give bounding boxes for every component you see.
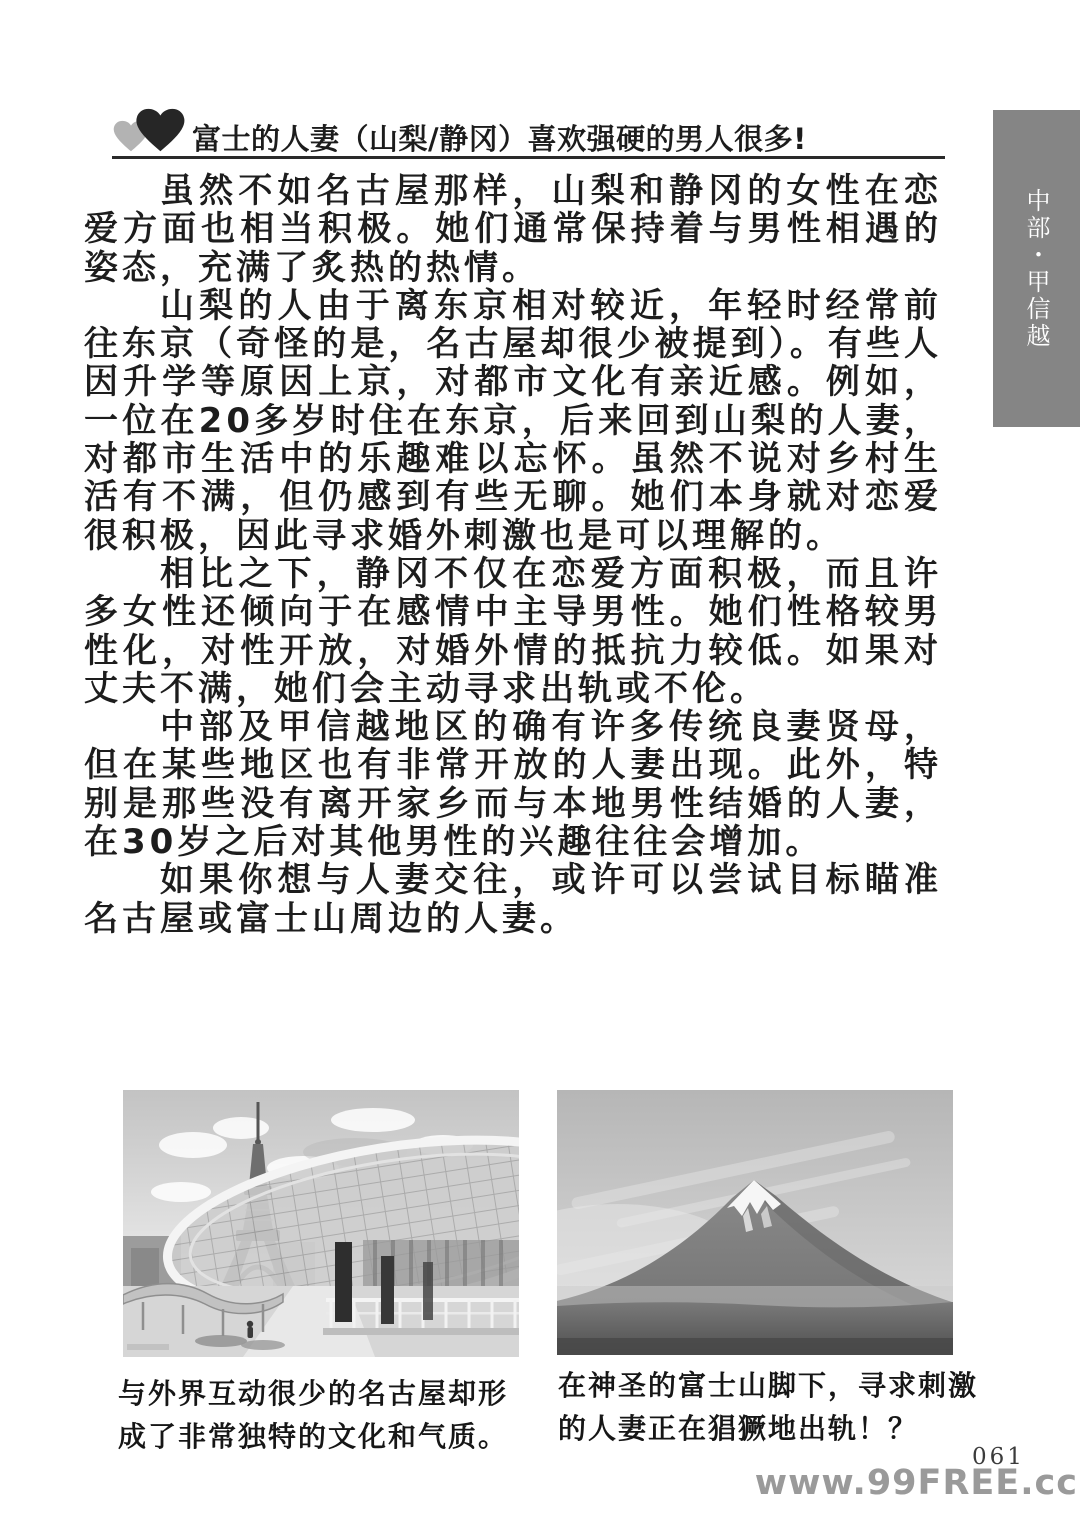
header-divider bbox=[112, 156, 945, 159]
photo-caption-fuji bbox=[558, 1364, 988, 1450]
paragraph: 山梨的人由于离东京相对较近，年轻时经常前往东京（奇怪的是，名古屋却很少被提到）。有些人因升学等原因上京，对都市文化有亲近感。例如，一位在20多岁时住在东京，后来回到山梨的人妻，对都市生活中的乐趣难以忘怀。虽然不说对乡村生活有不满，但仍感到有些无聊。她们本身就对恋爱很积极，因此寻求婚外刺激也是可以理解的。 bbox=[84, 285, 942, 556]
paragraph: 相比之下，静冈不仅在恋爱方面积极，而且许多女性还倾向于在感情中主导男性。她们性格较男性化，对性开放，对婚外情的抵抗力较低。如果对丈夫不满，她们会主动寻求出轨或不伦。 bbox=[84, 553, 942, 709]
caption-line: 成了非常独特的文化和气质。 bbox=[118, 1420, 509, 1453]
photo-nagoya-tv-tower-oasis21 bbox=[123, 1090, 519, 1357]
caption-line: 与外界互动很少的名古屋却形 bbox=[118, 1377, 509, 1410]
photo-caption-nagoya bbox=[118, 1372, 538, 1458]
double-heart-icon bbox=[110, 103, 192, 161]
paragraph: 如果你想与人妻交往，或许可以尝试目标瞄准名古屋或富士山周边的人妻。 bbox=[84, 860, 942, 939]
photo-mount-fuji bbox=[557, 1090, 953, 1355]
watermark-text: www.99FREE.cc bbox=[754, 1463, 1078, 1503]
caption-line: 在神圣的富士山脚下，寻求刺激 bbox=[558, 1369, 979, 1402]
page-title: 富士的人妻（山梨/静冈）喜欢强硬的男人很多! bbox=[192, 122, 807, 156]
article-body bbox=[84, 172, 942, 938]
page-number: 061 bbox=[972, 1444, 1025, 1470]
caption-line: 的人妻正在猖獗地出轨！？ bbox=[558, 1412, 919, 1445]
section-tab-label: 中部・甲信越 bbox=[1022, 187, 1050, 350]
pedestrian-silhouette bbox=[247, 1321, 253, 1338]
paragraph: 中部及甲信越地区的确有许多传统良妻贤母，但在某些地区也有非常开放的人妻出现。此外，特别是那些没有离开家乡而与本地男性结婚的人妻，在30岁之后对其他男性的兴趣往往会增加。 bbox=[84, 707, 942, 863]
section-tab bbox=[993, 110, 1080, 427]
paragraph: 虽然不如名古屋那样，山梨和静冈的女性在恋爱方面也相当积极。她们通常保持着与男性相遇的姿态，充满了炙热的热情。 bbox=[84, 171, 942, 288]
